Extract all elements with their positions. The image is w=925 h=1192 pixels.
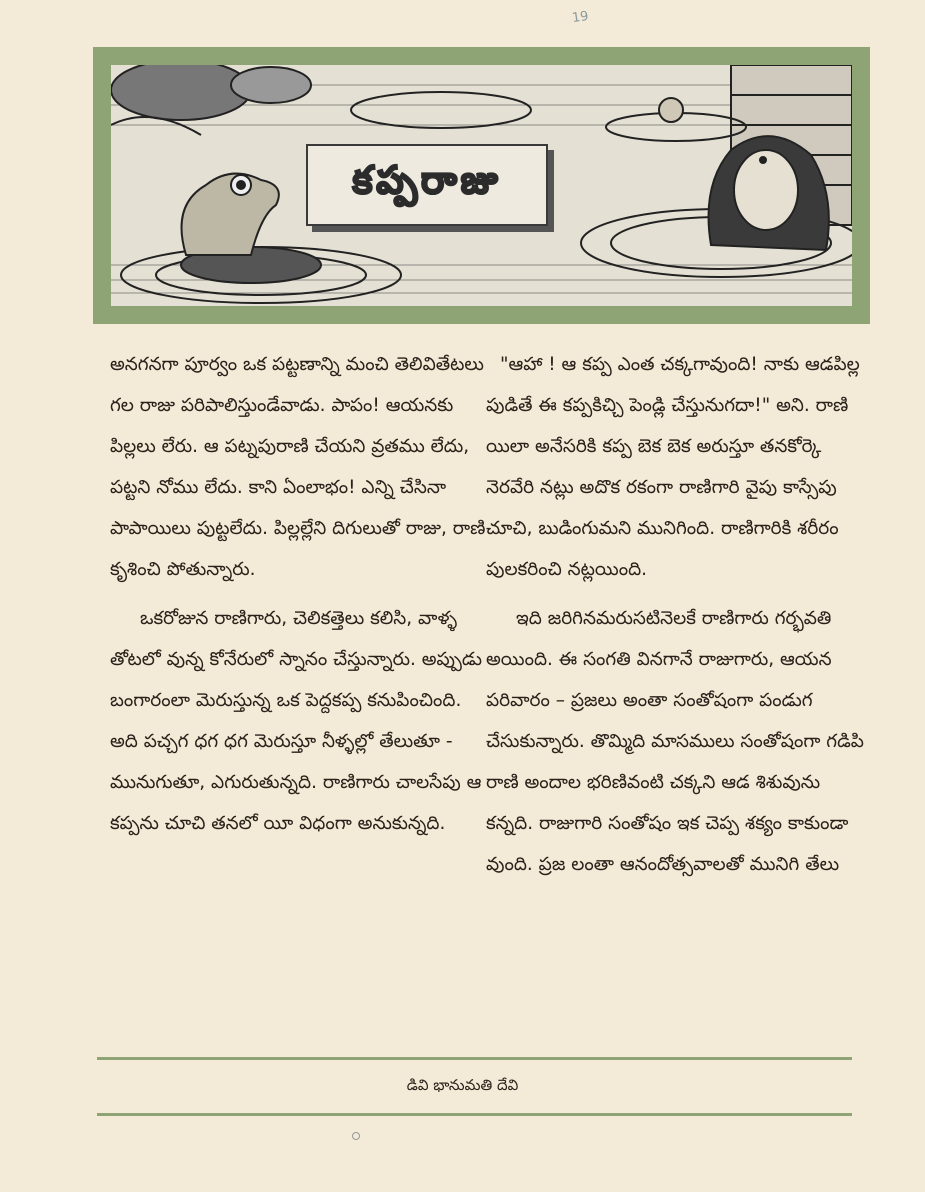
page-number-mark: 19 [571, 8, 590, 27]
top-divider [97, 1057, 852, 1060]
left-column [110, 344, 495, 844]
title-plate [306, 144, 548, 226]
maid-figure [659, 98, 683, 122]
paragraph: ఇది జరిగినమరుసటినెలకే రాణిగారు గర్భవతి అయింది. ఈ సంగతి వినగానే రాజుగారు, ఆయన పరివారం – ప్రజలు అంతా సంతోషంగా పండుగ చేసుకున్నారు. తొమ్మిది మాసములు సంతోషంగా గడిపి రాణి అందాల భరిణివంటి చక్కని ఆడ శిశువును కన్నది. రాజుగారి సంతోషం ఇక చెప్ప శక్యం కాకుండా వుంది. ప్రజ లంతా ఆనందోత్సవాలతో మునిగి తేలు [486, 608, 864, 875]
paragraph: అనగనగా పూర్వం ఒక పట్టణాన్ని మంచి తెలివితేటలు గల రాజు పరిపాలిస్తుండేవాడు. పాపం! ఆయనకు పిల్లలు లేరు. ఆ పట్నపురాణి చేయని వ్రతము లేదు, పట్టని నోము లేదు. కాని ఏంలాభం! ఎన్ని చేసినా పాపాయిలు పుట్టలేదు. పిల్లల్లేని దిగులుతో రాజు, రాణి కృశించి పోతున్నారు. [110, 354, 486, 580]
pond-scene [111, 65, 852, 306]
paragraph: "ఆహా ! ఆ కప్ప ఎంత చక్కగావుంది! నాకు ఆడపిల్ల పుడితే ఈ కప్పకిచ్చి పెండ్లి చేస్తునుగదా!" అని. రాణి యిలా అనేసరికి కప్ప బెక బెక అరుస్తూ తనకోర్కె నెరవేరి నట్లు అదొక రకంగా రాణిగారి వైపు కాస్సేపు చూచి, బుడింగుమని మునిగింది. రాణిగారికి శరీరం పులకరించి నట్లయింది. [486, 354, 860, 580]
author-byline: డివి భానుమతి దేవి [406, 1076, 519, 1094]
paper-speck [352, 1132, 360, 1140]
header-illustration [93, 47, 870, 324]
right-column [486, 344, 871, 885]
bottom-divider [97, 1113, 852, 1116]
paragraph: ఒకరోజున రాణిగారు, చెలికత్తెలు కలిసి, వాళ్ళ తోటలో వున్న కోనేరులో స్నానం చేస్తున్నారు. అప్పుడు బంగారంలా మెరుస్తున్న ఒక పెద్దకప్ప కనుపించింది. అది పచ్చగ ధగ ధగ మెరుస్తూ నీళ్ళల్లో తేలుతూ - మునుగుతూ, ఎగురుతున్నది. రాణిగారు చాలసేపు ఆ కప్పను చూచి తనలో యీ విధంగా అనుకున్నది. [110, 608, 482, 834]
story-title: కప్పరాజు [352, 158, 502, 202]
